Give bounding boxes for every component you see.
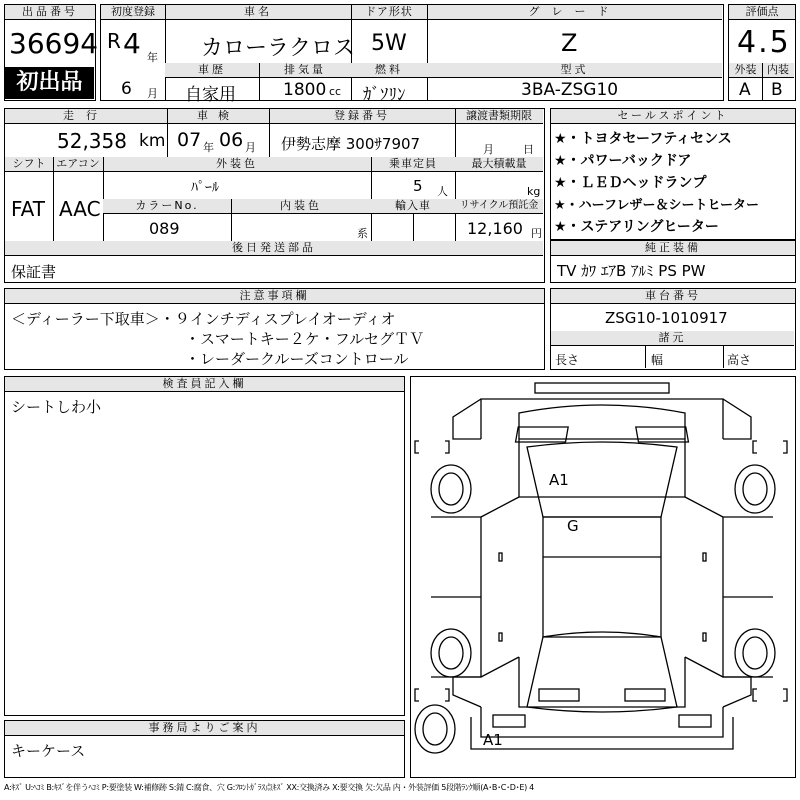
lot-number: 36694	[9, 27, 99, 60]
notes-label: 注意事項欄	[5, 289, 544, 304]
int-color-label: 内装色	[231, 199, 371, 214]
max-load-unit: kg	[527, 185, 541, 198]
capacity-label: 乗車定員	[371, 157, 455, 172]
sales-points-label: セールスポイント	[551, 109, 795, 124]
month-unit: 月	[147, 87, 158, 100]
damage-mark-a1-windshield: A1	[549, 471, 569, 489]
shift-label: シフト	[5, 157, 53, 172]
sales-point-item: ★・パワーバックドア	[554, 153, 692, 169]
main-header-box	[100, 4, 724, 105]
color-no: 089	[149, 219, 180, 238]
inspection-year-unit: 年	[203, 141, 214, 154]
recycle-fee: 12,160	[467, 219, 523, 238]
equipment-label: 純正装備	[551, 241, 795, 256]
height-label: 高さ	[727, 353, 752, 367]
interior-grade: B	[771, 80, 783, 100]
score-label: 評価点	[729, 5, 795, 20]
chassis-label: 車台番号	[551, 289, 795, 304]
note-line: ＜ディーラー下取車＞・９インチディスプレイオーディオ	[11, 310, 396, 328]
grade: Z	[561, 29, 578, 57]
legend: A:ｷｽﾞ U:ﾍｺﾐ B:ｷｽﾞを伴うﾍｺﾐ P:要塗装 W:補修跡 S:錆 C:腐食、穴 G:ﾌﾛﾝﾄｶﾞﾗｽ点ｷｽﾞ XX:交換済み X:要交換 欠:欠品 内・外装評価 5段階ﾗﾝｸ順(A･B･C･D･E) 4	[4, 783, 534, 792]
transfer-month-unit: 月	[483, 143, 494, 156]
damage-mark-g: G	[567, 517, 579, 535]
exterior-label: 外装	[729, 63, 762, 78]
displacement: 1800	[283, 80, 327, 100]
recycle-unit: 円	[531, 227, 542, 240]
note-line: ・スマートキー２ケ・フルセグＴＶ	[185, 330, 425, 348]
office-box	[4, 720, 405, 778]
displacement-unit: cc	[329, 85, 342, 98]
door-label: ドア形状	[351, 5, 427, 20]
model-label: 型式	[427, 63, 722, 78]
width-label: 幅	[651, 353, 664, 367]
damage-mark-a1-rear: A1	[483, 731, 503, 749]
year-unit: 年	[147, 51, 158, 64]
mileage: 52,358	[57, 129, 127, 153]
exterior-grade: A	[739, 80, 751, 100]
first-listing-text: 初出品	[16, 70, 83, 95]
ac-label: エアコン	[53, 157, 103, 172]
ext-color: ﾊﾟｰﾙ	[191, 180, 219, 196]
interior-label: 内装	[762, 63, 794, 78]
inspector-text: シートしわ小	[11, 398, 102, 416]
lot-number-label: 出品番号	[5, 5, 95, 20]
dims-label: 諸元	[551, 331, 794, 346]
inspection-month-unit: 月	[245, 141, 256, 154]
equipment-box	[550, 240, 796, 283]
first-reg-label: 初度登録	[101, 5, 165, 20]
fuel: ｶﾞｿﾘﾝ	[363, 85, 406, 105]
model-code: 3BA-ZSG10	[521, 80, 619, 100]
color-no-label: カラーNo.	[103, 199, 231, 214]
inspector-box	[4, 376, 405, 716]
door-type: 5W	[371, 31, 407, 56]
transfer-day-unit: 日	[523, 143, 534, 156]
car-diagram	[411, 377, 794, 776]
fuel-label: 燃料	[351, 63, 427, 78]
max-load-label: 最大積載量	[455, 157, 543, 172]
inspection-month: 06	[219, 129, 244, 151]
equipment: TV ｶﾜ ｴｱB ｱﾙﾐ PS PW	[557, 262, 706, 280]
int-color-unit: 系	[357, 227, 368, 240]
length-label: 長さ	[555, 353, 580, 367]
office-text: キーケース	[11, 742, 86, 760]
sales-point-item: ★・ＬＥＤヘッドランプ	[554, 175, 707, 191]
first-listing-badge	[5, 67, 94, 99]
displacement-label: 排気量	[259, 63, 351, 78]
grade-label: グレード	[427, 5, 722, 20]
capacity-unit: 人	[437, 185, 448, 198]
reg-number: 伊勢志摩 300ｻ7907	[281, 135, 421, 153]
sales-point-item: ★・トヨタセーフティセンス	[554, 131, 732, 147]
lot-number-box	[4, 4, 99, 101]
sales-point-item: ★・ステアリングヒーター	[554, 219, 719, 235]
ext-color-label: 外装色	[103, 157, 371, 172]
ac: AAC	[59, 197, 101, 221]
mileage-unit: km	[139, 131, 166, 151]
score: 4.5	[737, 25, 791, 60]
office-label: 事務局よりご案内	[5, 721, 404, 736]
car-name-label: 車名	[165, 5, 351, 20]
reg-month: 6	[121, 79, 132, 99]
sales-points-box	[550, 108, 796, 240]
recycle-label: リサイクル預託金	[455, 199, 543, 214]
era-prefix: R	[107, 29, 121, 53]
history: 自家用	[185, 85, 236, 105]
capacity: 5	[413, 177, 423, 195]
later-parts: 保証書	[11, 263, 57, 281]
score-box	[728, 4, 796, 101]
import-label: 輸入車	[371, 199, 455, 214]
notes-box	[4, 288, 545, 370]
history-label: 車歴	[165, 63, 259, 78]
later-parts-label: 後日発送部品	[5, 241, 543, 256]
sales-point-item: ★・ハーフレザー＆シートヒーター	[554, 198, 759, 213]
car-diagram-box	[410, 376, 796, 778]
inspector-label: 検査員記入欄	[5, 377, 404, 392]
mileage-label: 走行	[5, 109, 167, 124]
inspection-year: 07	[177, 129, 202, 151]
inspection-label: 車検	[167, 109, 269, 124]
specs-box	[4, 108, 545, 283]
car-name: カローラクロス	[201, 36, 356, 61]
reg-number-label: 登録番号	[269, 109, 455, 124]
chassis-box	[550, 288, 796, 370]
reg-year: 4	[123, 27, 141, 60]
shift: FAT	[11, 197, 46, 221]
chassis-number: ZSG10-1010917	[605, 309, 728, 327]
note-line: ・レーダークルーズコントロール	[185, 350, 409, 368]
transfer-label: 譲渡書類期限	[455, 109, 543, 124]
